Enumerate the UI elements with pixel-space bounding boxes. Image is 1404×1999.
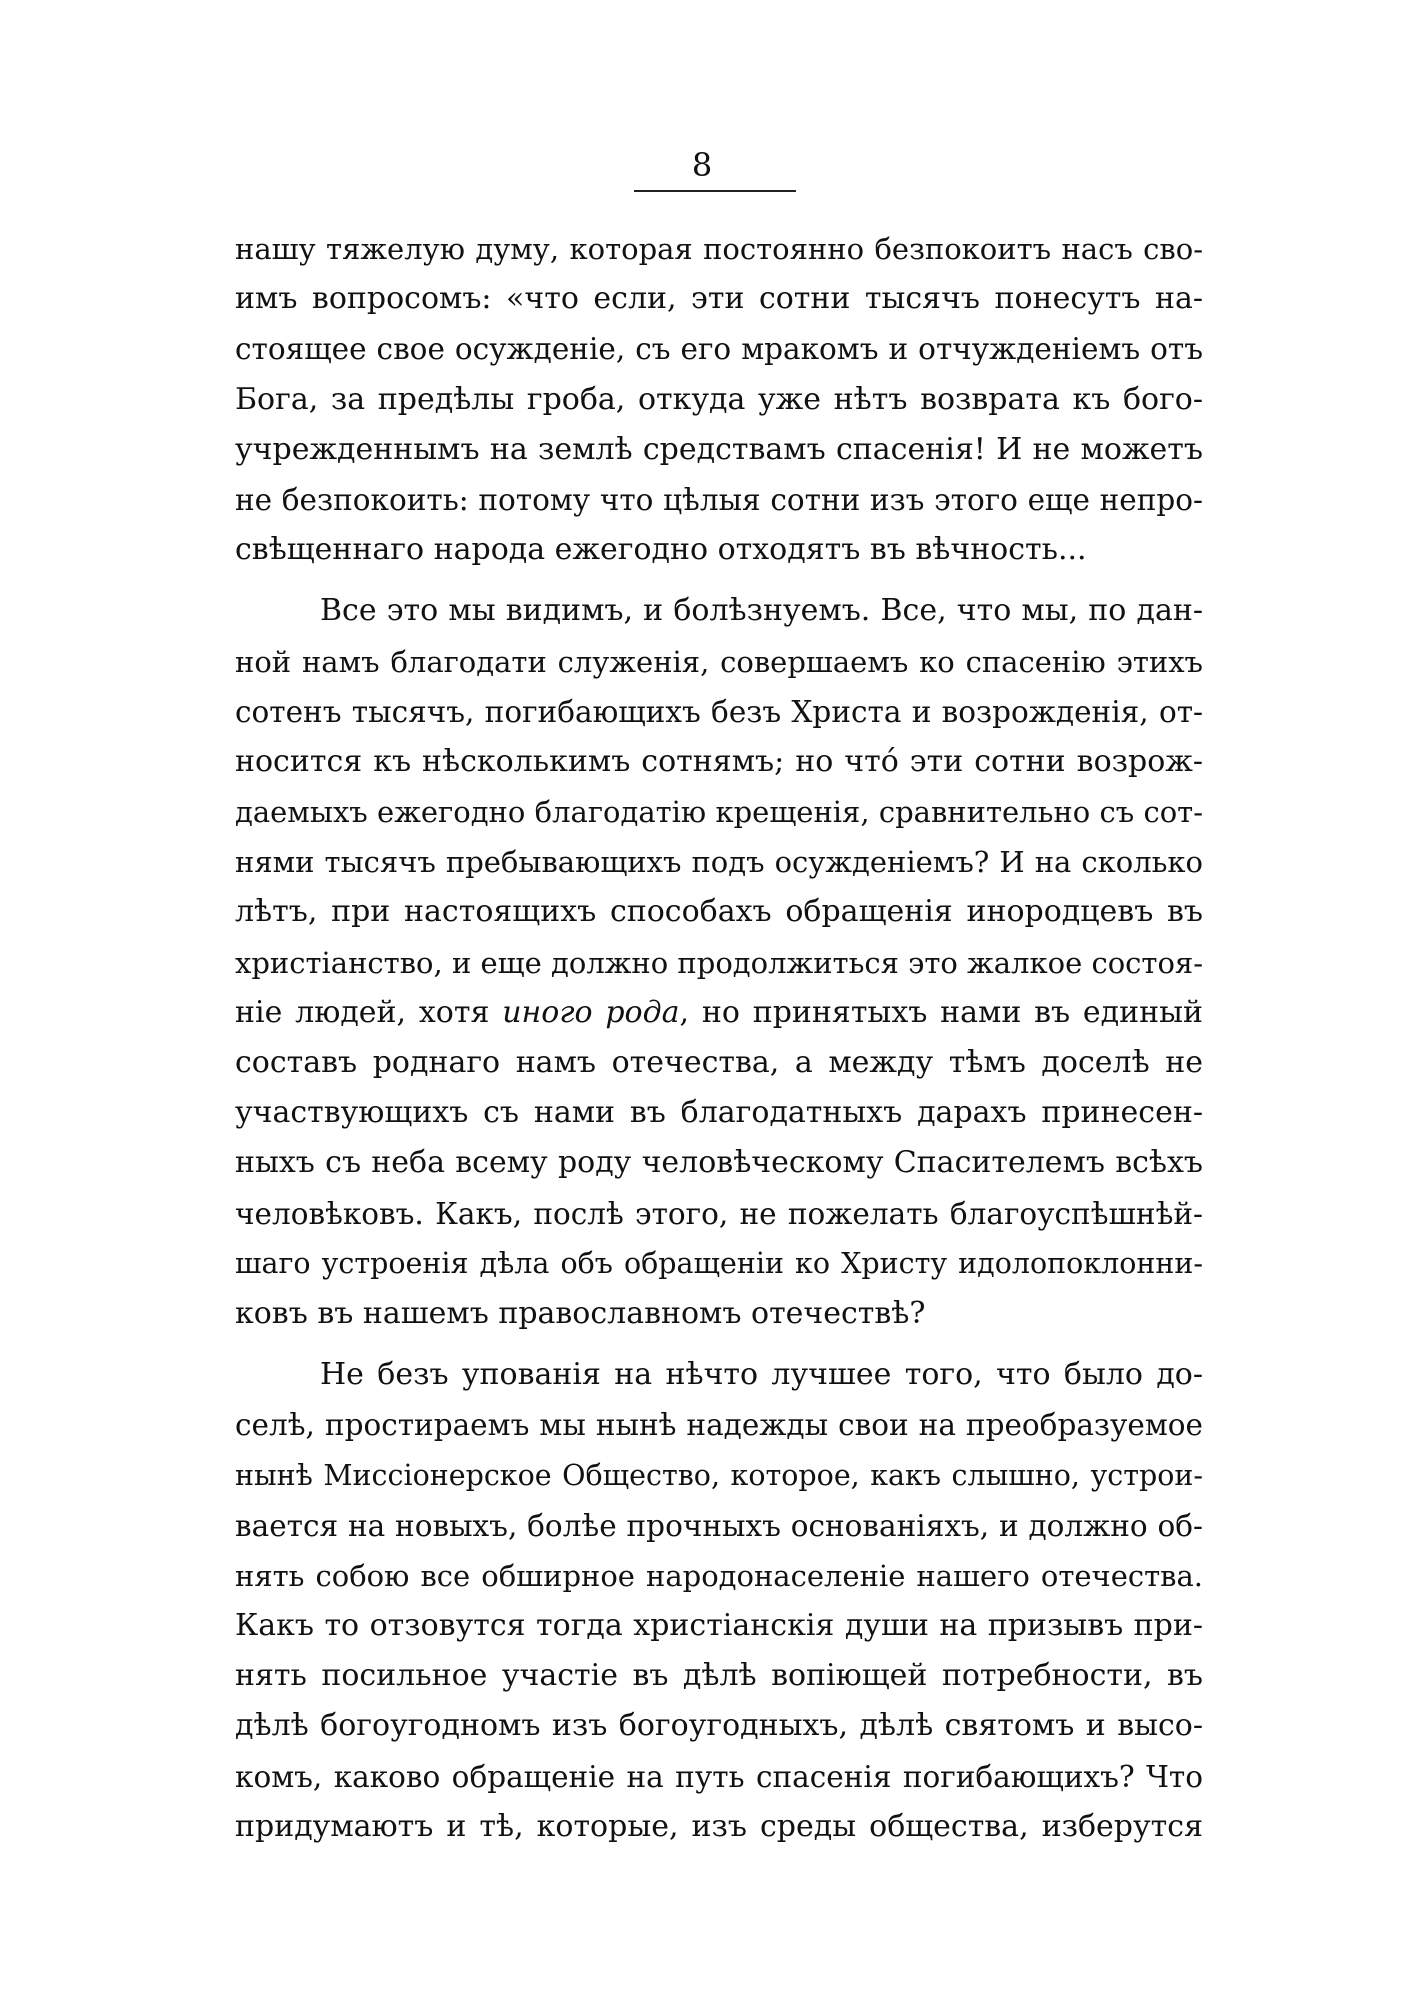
page-number: 8 [691, 146, 713, 184]
text-line: ной намъ благодати служенія, совершаемъ ко спасенію этихъ [235, 644, 1203, 679]
body-text [235, 224, 1203, 1852]
text-line: придумаютъ и тѣ, которые, изъ среды общества, изберутся [235, 1808, 1203, 1844]
text-line: нять посильное участіе въ дѣлѣ вопіющей потребности, въ [235, 1658, 1203, 1694]
text-line: Все это мы видимъ, и болѣзнуемъ. Все, что мы, по дан- [320, 593, 1203, 629]
page-number-rule [634, 190, 796, 192]
text-line: шаго устроенія дѣла объ обращеніи ко Христу идолопоклонни- [235, 1246, 1203, 1280]
text-line: дѣлѣ богоугодномъ изъ богоугодныхъ, дѣлѣ святомъ и высо- [235, 1708, 1203, 1744]
text-run: ніе людей, хотя [235, 994, 503, 1030]
text-line: даемыхъ ежегодно благодатію крещенія, сравнительно съ сот- [235, 795, 1203, 830]
text-line [235, 988, 1203, 1038]
text-line: сотенъ тысячъ, погибающихъ безъ Христа и возрожденія, от- [235, 694, 1203, 729]
text-line: нашу тяжелую думу, которая постоянно безпокоитъ насъ сво- [235, 232, 1203, 266]
text-line: нями тысячъ пребывающихъ подъ осужденіемъ? И на сколько [235, 845, 1203, 880]
text-line: вается на новыхъ, болѣе прочныхъ основаніяхъ, и должно об- [235, 1508, 1203, 1543]
text-line: комъ, каково обращеніе на путь спасенія погибающихъ? Что [235, 1759, 1203, 1794]
text-line: ковъ въ нашемъ православномъ отечествѣ? [235, 1295, 926, 1331]
text-line: человѣковъ. Какъ, послѣ этого, не пожелать благоуспѣшнѣй- [235, 1196, 1203, 1231]
text-line: участвующихъ съ нами въ благодатныхъ дарахъ принесен- [235, 1095, 1203, 1131]
text-line: составъ роднаго намъ отечества, а между тѣмъ доселѣ не [235, 1045, 1203, 1080]
text-line: Не безъ упованія на нѣчто лучшее того, что было до- [320, 1357, 1203, 1393]
text-line: учрежденнымъ на землѣ средствамъ спасенія! И не можетъ [235, 431, 1203, 467]
text-line: нять собою все обширное народонаселеніе нашего отечества. [235, 1558, 1203, 1593]
text-line: лѣтъ, при настоящихъ способахъ обращенія инородцевъ въ [235, 894, 1203, 930]
text-line: свѣщеннаго народа ежегодно отходятъ въ вѣчность... [235, 532, 1087, 568]
text-line: носится къ нѣсколькимъ сотнямъ; но что́ эти сотни возрож- [235, 743, 1203, 779]
text-line: нынѣ Миссіонерское Общество, которое, какъ слышно, устрои- [235, 1458, 1203, 1492]
text-line: селѣ, простираемъ мы нынѣ надежды свои на преобразуемое [235, 1408, 1203, 1443]
text-line: Какъ то отзовутся тогда христіанскія души на призывъ при- [235, 1608, 1203, 1644]
text-run: , но принятыхъ нами въ единый [679, 994, 1203, 1030]
text-line: не безпокоить: потому что цѣлыя сотни изъ этого еще непро- [235, 482, 1203, 517]
text-line: Бога, за предѣлы гроба, откуда уже нѣтъ возврата къ бого- [235, 381, 1203, 417]
text-line: ныхъ съ неба всему роду человѣческому Спасителемъ всѣхъ [235, 1145, 1203, 1181]
text-line: имъ вопросомъ: «что если, эти сотни тысячъ понесутъ на- [235, 281, 1203, 317]
text-line: стоящее свое осужденіе, съ его мракомъ и отчужденіемъ отъ [235, 332, 1203, 367]
italic-phrase: иного рода [502, 994, 680, 1030]
text-line: христіанство, и еще должно продолжиться это жалкое состоя- [235, 945, 1203, 980]
